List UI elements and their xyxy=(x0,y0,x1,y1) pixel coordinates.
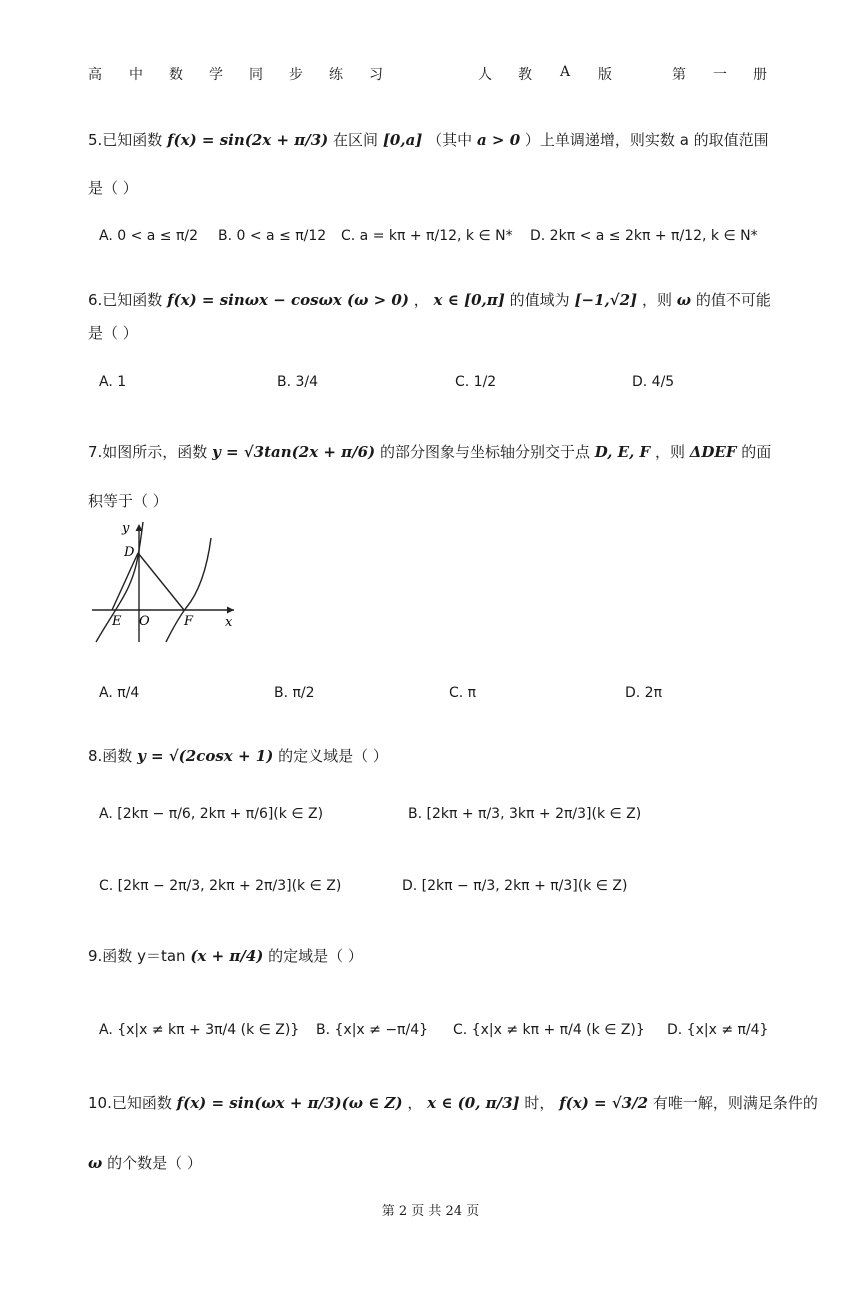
header-char: 教 xyxy=(518,67,532,83)
q7-stem-line2: 积等于（ ） xyxy=(88,492,168,510)
q8-option-c: C. [2kπ − 2π/3, 2kπ + 2π/3](k ∈ Z) xyxy=(99,878,342,894)
q7-option-c: C. π xyxy=(449,685,477,701)
q8-option-b: B. [2kπ + π/3, 3kπ + 2π/3](k ∈ Z) xyxy=(408,806,642,822)
header-char: 第 xyxy=(672,67,686,83)
q9-option-d: D. {x|x ≠ π/4} xyxy=(667,1022,769,1038)
q7-stem-line1 xyxy=(88,441,771,463)
q5-condition: a > 0 xyxy=(476,131,521,149)
q7-text: 的部分图象与坐标轴分别交于点 xyxy=(379,443,590,461)
q10-text: 有唯一解，则满足条件的 xyxy=(652,1094,818,1112)
q5-interval: [0,a] xyxy=(382,131,423,149)
q6-text: 6.已知函数 xyxy=(88,291,163,309)
q6-option-a: A. 1 xyxy=(99,374,127,390)
q8-option-a: A. [2kπ − π/6, 2kπ + π/6](k ∈ Z) xyxy=(99,806,324,822)
q6-stem-line1 xyxy=(88,289,771,311)
label-o: O xyxy=(139,614,150,629)
q6-option-b: B. 3/4 xyxy=(277,374,319,390)
header-char: 册 xyxy=(753,67,767,83)
q6-omega: ω xyxy=(676,291,692,309)
label-f: F xyxy=(184,614,194,629)
label-y: y xyxy=(122,521,130,536)
q5-text: ）上单调递增，则实数 a 的取值范围 xyxy=(524,131,769,149)
q5-option-c: C. a = kπ + π/12, k ∈ N* xyxy=(341,228,513,244)
edge-df xyxy=(138,553,184,610)
q10-equation: f(x) = √3/2 xyxy=(559,1094,649,1112)
header-char: 数 xyxy=(169,67,183,83)
q9-text: 9.函数 y＝tan xyxy=(88,947,186,965)
q6-text: ，则 xyxy=(641,291,672,309)
q10-stem-line2 xyxy=(88,1152,202,1174)
q7-text: 的面 xyxy=(741,443,772,461)
header-char: 练 xyxy=(329,67,343,83)
q10-text: 的个数是（ ） xyxy=(107,1154,202,1172)
q10-text: ， xyxy=(407,1094,423,1112)
header-char: 步 xyxy=(289,67,303,83)
x-axis-arrow xyxy=(227,607,234,614)
q10-omega: ω xyxy=(88,1154,103,1172)
q7-points: D, E, F xyxy=(594,443,651,461)
q5-option-d: D. 2kπ < a ≤ 2kπ + π/12, k ∈ N* xyxy=(530,228,758,244)
q6-formula: f(x) = sinωx − cosωx (ω > 0) xyxy=(167,291,409,309)
q7-triangle: ΔDEF xyxy=(689,443,737,461)
q9-text: 的定域是（ ） xyxy=(268,947,363,965)
q7-option-d: D. 2π xyxy=(625,685,663,701)
header-char: 习 xyxy=(369,67,383,83)
q6-option-d: D. 4/5 xyxy=(632,374,675,390)
q10-text: 10.已知函数 xyxy=(88,1094,172,1112)
q9-option-a: A. {x|x ≠ kπ + 3π/4 (k ∈ Z)} xyxy=(99,1022,300,1038)
q6-domain: x ∈ [0,π] xyxy=(433,291,505,309)
q8-stem xyxy=(88,745,388,767)
header-char: A xyxy=(560,64,571,80)
q10-domain: x ∈ (0, π/3] xyxy=(427,1094,520,1112)
header-char: 一 xyxy=(713,67,727,83)
q8-option-d: D. [2kπ − π/3, 2kπ + π/3](k ∈ Z) xyxy=(402,878,628,894)
q5-option-a: A. 0 < a ≤ π/2 xyxy=(99,228,199,244)
q9-option-b: B. {x|x ≠ −π/4} xyxy=(316,1022,429,1038)
header-char: 学 xyxy=(209,67,223,83)
q7-text: ，则 xyxy=(654,443,685,461)
q8-text: 的定义域是（ ） xyxy=(278,747,388,765)
edge-ed xyxy=(112,553,138,610)
q10-text: 时， xyxy=(524,1094,555,1112)
q5-stem-line1 xyxy=(88,129,769,151)
header-char: 同 xyxy=(249,67,263,83)
q9-stem xyxy=(88,945,363,967)
header-char: 版 xyxy=(598,67,612,83)
q7-text: 7.如图所示，函数 xyxy=(88,443,208,461)
label-e: E xyxy=(112,614,122,629)
q7-tangent-graph xyxy=(88,518,240,646)
q5-text: 在区间 xyxy=(333,131,379,149)
q6-text: 的值不可能 xyxy=(695,291,771,309)
q6-stem-line2: 是（ ） xyxy=(88,324,138,342)
q6-range: [−1,√2] xyxy=(574,291,638,309)
q6-option-c: C. 1/2 xyxy=(455,374,497,390)
q6-text: ， xyxy=(413,291,429,309)
q9-formula: (x + π/4) xyxy=(190,947,264,965)
q9-option-c: C. {x|x ≠ kπ + π/4 (k ∈ Z)} xyxy=(453,1022,645,1038)
q7-formula: y = √3tan(2x + π/6) xyxy=(212,443,376,461)
label-d: D xyxy=(124,545,135,560)
q8-text: 8.函数 xyxy=(88,747,133,765)
q5-text: 5.已知函数 xyxy=(88,131,163,149)
q5-text: （其中 xyxy=(427,131,473,149)
q8-formula: y = √(2cosx + 1) xyxy=(137,747,274,765)
header-char: 人 xyxy=(478,67,492,83)
header-char: 高 xyxy=(88,67,102,83)
q10-formula: f(x) = sin(ωx + π/3)(ω ∈ Z) xyxy=(176,1094,403,1112)
label-x: x xyxy=(225,615,233,630)
q10-stem-line1 xyxy=(88,1092,818,1114)
page-footer: 第 2 页 共 24 页 xyxy=(381,1204,480,1219)
header-char: 中 xyxy=(129,67,143,83)
q5-option-b: B. 0 < a ≤ π/12 xyxy=(218,228,327,244)
q7-option-a: A. π/4 xyxy=(99,685,140,701)
q5-formula: f(x) = sin(2x + π/3) xyxy=(167,131,329,149)
q7-option-b: B. π/2 xyxy=(274,685,315,701)
q6-text: 的值域为 xyxy=(509,291,570,309)
q5-stem-line2: 是（ ） xyxy=(88,179,138,197)
